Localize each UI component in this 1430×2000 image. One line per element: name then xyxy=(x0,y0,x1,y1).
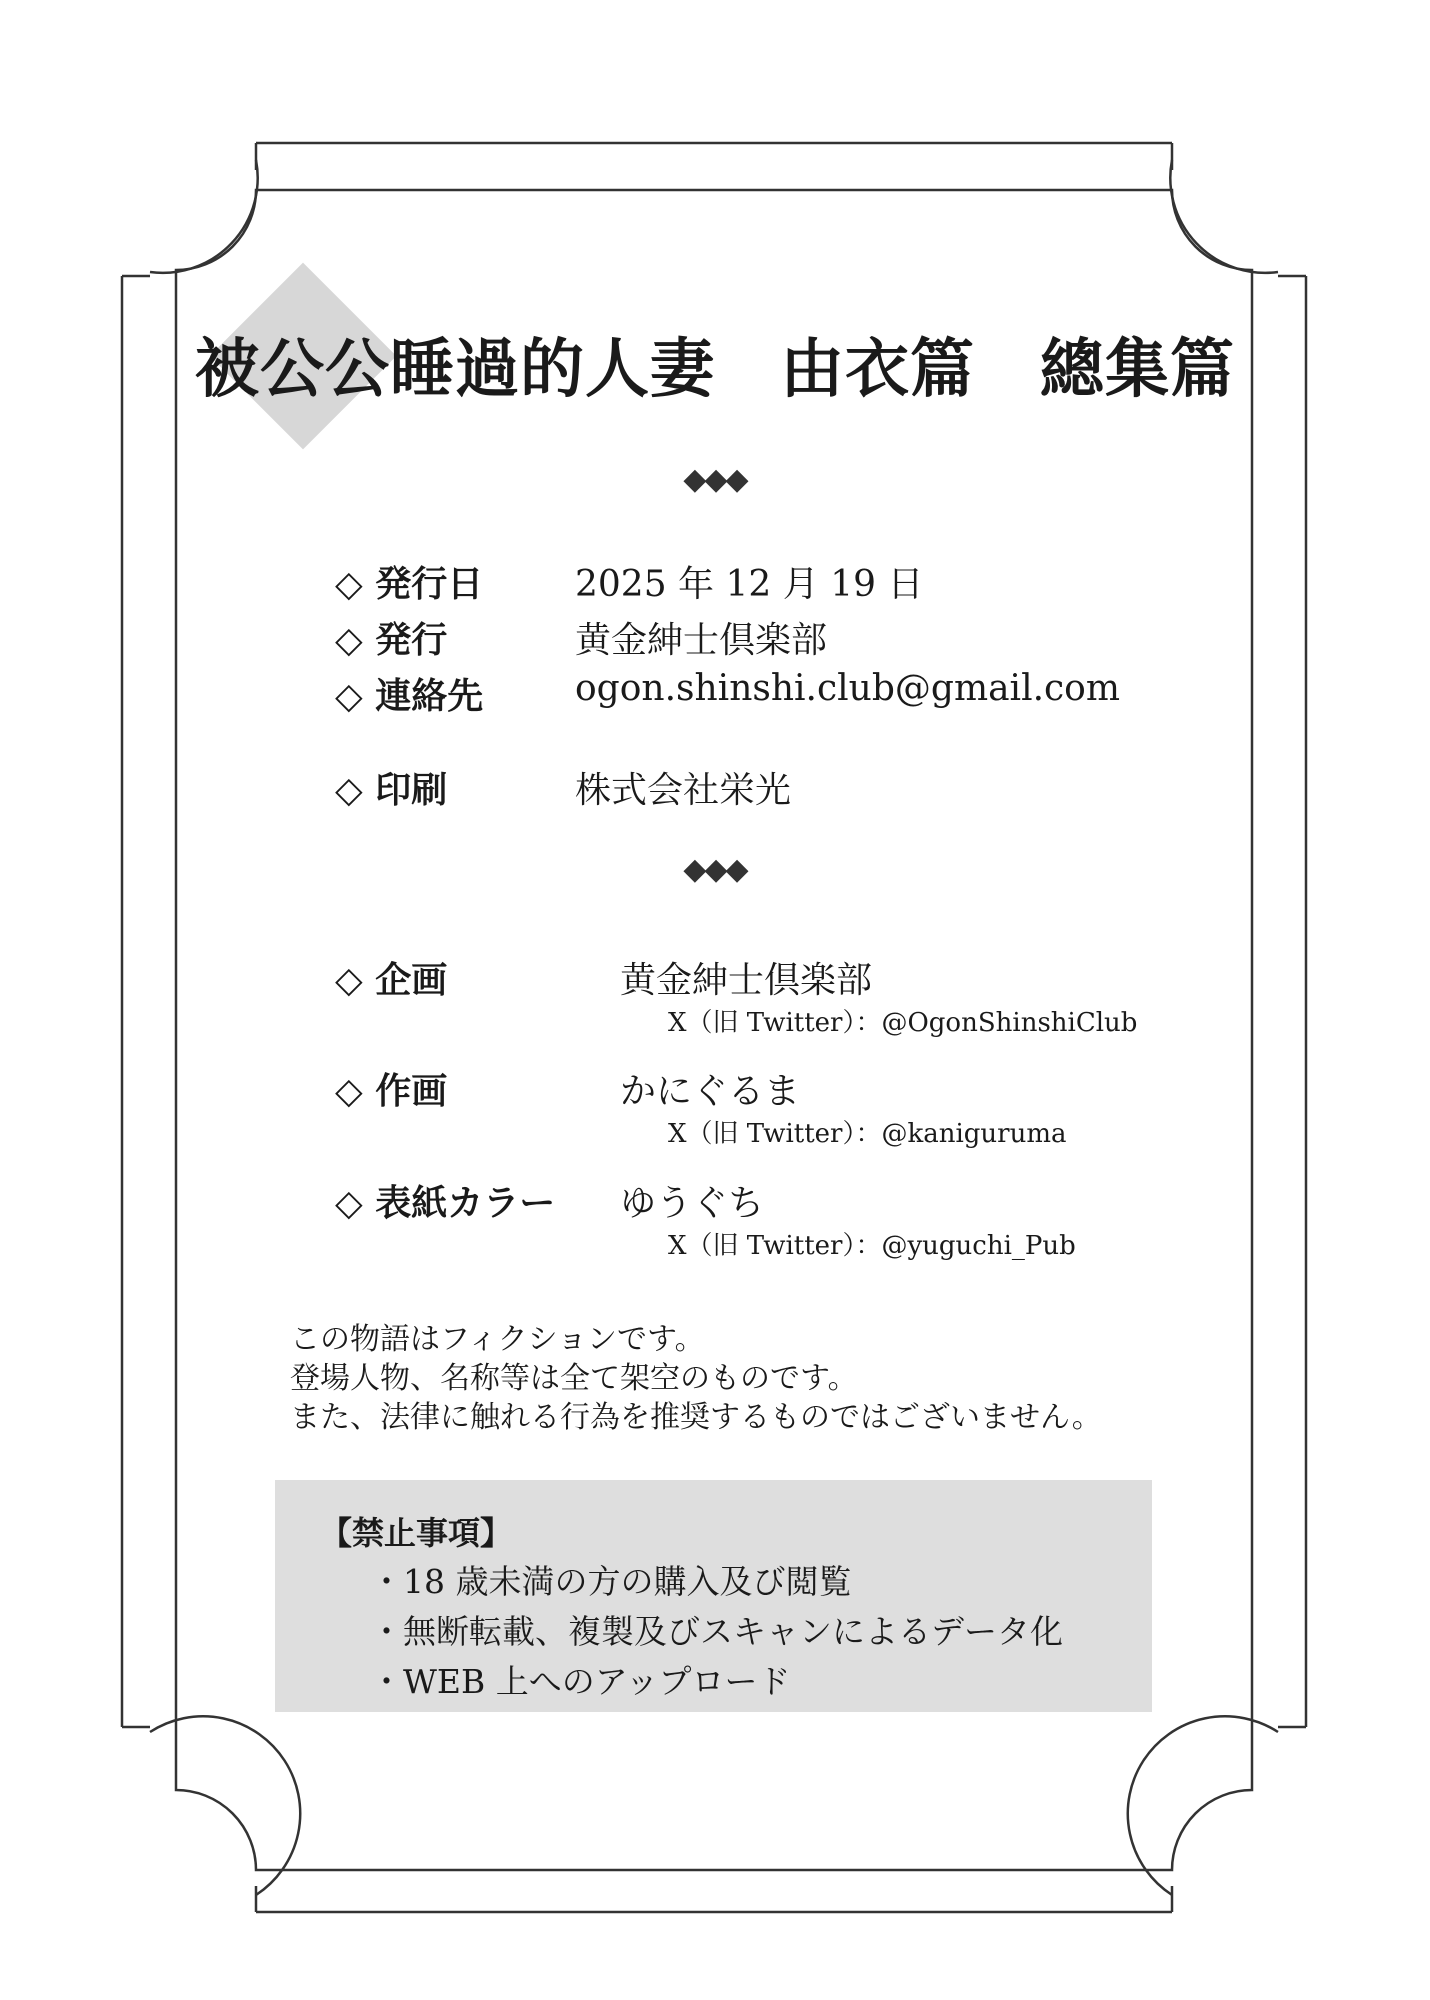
pub-value-printer: 株式会社栄光 xyxy=(575,770,792,811)
credit-label-cover-color: ◇ 表紙カラー xyxy=(335,1182,556,1224)
credit-account-cover-color: X（旧 Twitter）：@yuguchi_Pub xyxy=(668,1231,1076,1261)
prohibited-item: ・WEB 上へのアップロード xyxy=(370,1662,791,1701)
pub-label-publisher: ◇ 発行 xyxy=(335,619,448,661)
ornament-divider-middle: ◆◆◆ xyxy=(683,852,747,887)
disclaimer-line: また、法律に触れる行為を推奨するものではございません。 xyxy=(290,1400,1102,1435)
pub-label-printer: ◇ 印刷 xyxy=(335,769,448,811)
credit-name-planning: 黄金紳士倶楽部 xyxy=(620,960,873,1001)
prohibited-item: ・無断転載、複製及びスキャンによるデータ化 xyxy=(370,1612,1063,1651)
credit-label-artwork: ◇ 作画 xyxy=(335,1070,448,1112)
pub-label-contact: ◇ 連絡先 xyxy=(335,675,484,717)
pub-value-date: 2025 年 12 月 19 日 xyxy=(575,564,924,605)
credit-account-planning: X（旧 Twitter）：@OgonShinshiClub xyxy=(668,1008,1138,1038)
ornament-divider-top: ◆◆◆ xyxy=(683,462,747,497)
pub-label-date: ◇ 発行日 xyxy=(335,563,484,605)
prohibited-box xyxy=(275,1480,1152,1712)
prohibited-heading: 【禁止事項】 xyxy=(320,1514,513,1552)
pub-value-contact: ogon.shinshi.club@gmail.com xyxy=(575,668,1120,709)
disclaimer-line: 登場人物、名称等は全て架空のものです。 xyxy=(290,1361,858,1396)
prohibited-item: ・18 歳未満の方の購入及び閲覧 xyxy=(370,1562,852,1601)
pub-value-publisher: 黄金紳士倶楽部 xyxy=(575,620,828,661)
credit-name-cover-color: ゆうぐち xyxy=(620,1183,765,1224)
credit-account-artwork: X（旧 Twitter）：@kaniguruma xyxy=(668,1119,1067,1149)
disclaimer-line: この物語はフィクションです。 xyxy=(290,1322,705,1357)
fiction-disclaimer xyxy=(290,1320,1102,1437)
credit-label-planning: ◇ 企画 xyxy=(335,959,448,1001)
credit-name-artwork: かにぐるま xyxy=(620,1071,801,1112)
book-title: 被公公睡過的人妻 由衣篇 總集篇 xyxy=(195,332,1235,407)
